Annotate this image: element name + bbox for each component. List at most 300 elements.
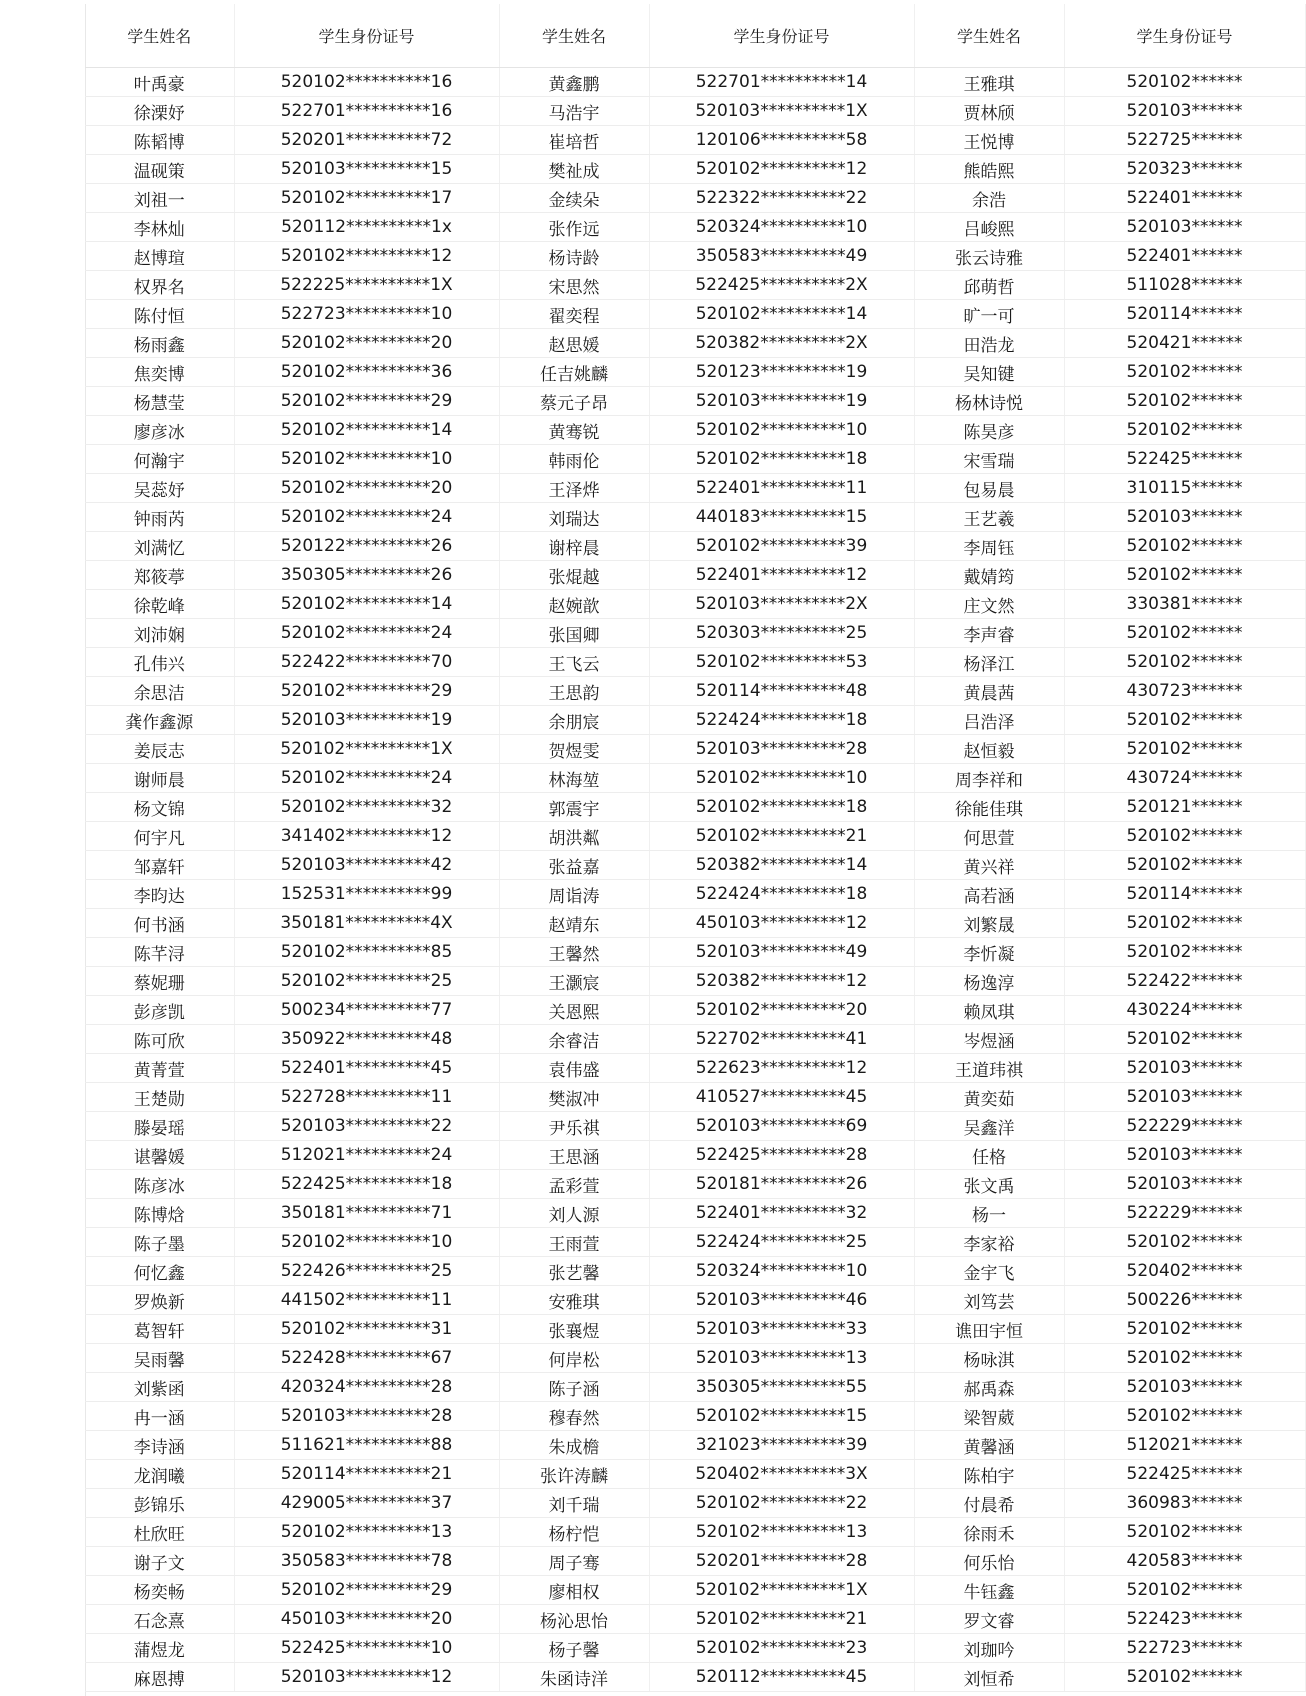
student-name-cell: 杨雨鑫 — [85, 329, 234, 358]
student-id-cell: 520324**********10 — [649, 213, 914, 242]
student-name-cell: 张作远 — [499, 213, 649, 242]
student-name-cell: 李周钰 — [914, 532, 1064, 561]
student-id-cell: 520102****** — [1064, 648, 1305, 677]
student-name-cell: 林海堃 — [499, 764, 649, 793]
student-name-cell: 赵恒毅 — [914, 735, 1064, 764]
student-id-cell: 520102****** — [1064, 68, 1305, 97]
student-id-cell: 520102**********20 — [234, 474, 499, 503]
student-id-cell: 520102****** — [1064, 938, 1305, 967]
student-id-cell: 360983****** — [1064, 1489, 1305, 1518]
student-id-cell: 520102**********13 — [234, 1518, 499, 1547]
student-id-cell: 350305**********55 — [649, 1373, 914, 1402]
student-id-cell: 520103****** — [1064, 97, 1305, 126]
student-id-cell: 522425**********10 — [234, 1634, 499, 1663]
student-id-cell: 520102****** — [1064, 1576, 1305, 1605]
student-id-cell: 520382**********2X — [649, 329, 914, 358]
student-id-cell: 520114**********21 — [234, 1460, 499, 1489]
student-id-cell: 520103**********15 — [234, 155, 499, 184]
student-id-cell: 520102**********36 — [234, 358, 499, 387]
student-name-cell: 王思韵 — [499, 677, 649, 706]
student-id-cell: 520102**********29 — [234, 387, 499, 416]
table-row — [85, 793, 1305, 822]
student-id-cell: 522702**********41 — [649, 1025, 914, 1054]
student-id-cell: 520102**********29 — [234, 1576, 499, 1605]
student-name-cell: 谢梓晨 — [499, 532, 649, 561]
student-name-cell: 张襄煜 — [499, 1315, 649, 1344]
student-name-cell: 胡洪粼 — [499, 822, 649, 851]
table-row — [85, 271, 1305, 300]
student-id-cell: 520103****** — [1064, 1083, 1305, 1112]
student-name-cell: 刘祖一 — [85, 184, 234, 213]
student-name-cell: 刘繁晟 — [914, 909, 1064, 938]
student-id-cell: 520402**********3X — [649, 1460, 914, 1489]
table-row — [85, 967, 1305, 996]
student-id-cell: 120106**********58 — [649, 126, 914, 155]
student-id-cell: 450103**********20 — [234, 1605, 499, 1634]
student-name-cell: 何岸松 — [499, 1344, 649, 1373]
student-id-cell: 522422****** — [1064, 967, 1305, 996]
student-name-cell: 杨咏淇 — [914, 1344, 1064, 1373]
table-row — [85, 1663, 1305, 1692]
student-id-cell: 350181**********71 — [234, 1199, 499, 1228]
student-name-cell: 蒲煜龙 — [85, 1634, 234, 1663]
student-name-cell: 尹乐祺 — [499, 1112, 649, 1141]
student-name-cell: 吕浩泽 — [914, 706, 1064, 735]
student-id-cell: 511028****** — [1064, 271, 1305, 300]
student-name-cell: 黄晨茜 — [914, 677, 1064, 706]
student-name-cell: 谯田宇恒 — [914, 1315, 1064, 1344]
student-name-cell: 陈韬博 — [85, 126, 234, 155]
student-name-cell: 杨慧莹 — [85, 387, 234, 416]
student-name-cell: 张许涛麟 — [499, 1460, 649, 1489]
student-id-cell: 520123**********19 — [649, 358, 914, 387]
student-name-cell: 刘恒希 — [914, 1663, 1064, 1692]
student-id-cell: 522425**********28 — [649, 1141, 914, 1170]
student-name-cell: 陈芊浔 — [85, 938, 234, 967]
table-row — [85, 387, 1305, 416]
table-row — [85, 851, 1305, 880]
table-row — [85, 648, 1305, 677]
student-name-cell: 张国卿 — [499, 619, 649, 648]
student-name-cell: 梁智葳 — [914, 1402, 1064, 1431]
student-name-cell: 孔伟兴 — [85, 648, 234, 677]
student-id-cell: 520102**********18 — [649, 445, 914, 474]
table-row — [85, 300, 1305, 329]
student-name-cell: 李家裕 — [914, 1228, 1064, 1257]
student-name-cell: 金续朵 — [499, 184, 649, 213]
student-name-cell: 杨泽江 — [914, 648, 1064, 677]
student-id-cell: 520102****** — [1064, 387, 1305, 416]
student-name-cell: 滕晏瑶 — [85, 1112, 234, 1141]
student-name-cell: 张艺馨 — [499, 1257, 649, 1286]
student-name-cell: 王雨萱 — [499, 1228, 649, 1257]
student-name-cell: 黄骞锐 — [499, 416, 649, 445]
student-id-cell: 520103**********2X — [649, 590, 914, 619]
student-name-cell: 邱萌哲 — [914, 271, 1064, 300]
student-id-cell: 520102**********20 — [234, 329, 499, 358]
student-name-cell: 姜辰志 — [85, 735, 234, 764]
student-id-cell: 520102**********29 — [234, 677, 499, 706]
student-name-cell: 陈博焓 — [85, 1199, 234, 1228]
student-id-cell: 520102****** — [1064, 561, 1305, 590]
student-id-cell: 522401**********11 — [649, 474, 914, 503]
student-name-cell: 钟雨芮 — [85, 503, 234, 532]
student-name-cell: 彭彦凯 — [85, 996, 234, 1025]
student-id-cell: 330381****** — [1064, 590, 1305, 619]
table-row — [85, 1286, 1305, 1315]
student-name-cell: 旷一可 — [914, 300, 1064, 329]
table-row — [85, 503, 1305, 532]
student-id-cell: 520103**********49 — [649, 938, 914, 967]
student-name-cell: 高若涵 — [914, 880, 1064, 909]
table-row — [85, 619, 1305, 648]
student-id-cell: 520103**********19 — [234, 706, 499, 735]
student-id-cell: 520102**********22 — [649, 1489, 914, 1518]
student-id-cell: 410527**********45 — [649, 1083, 914, 1112]
student-name-cell: 吴知键 — [914, 358, 1064, 387]
student-name-cell: 宋思然 — [499, 271, 649, 300]
student-name-cell: 王馨然 — [499, 938, 649, 967]
student-name-cell: 黄兴祥 — [914, 851, 1064, 880]
student-name-cell: 龚作鑫源 — [85, 706, 234, 735]
student-name-cell: 吴鑫洋 — [914, 1112, 1064, 1141]
student-name-cell: 罗文睿 — [914, 1605, 1064, 1634]
student-name-cell: 黄鑫鹏 — [499, 68, 649, 97]
student-id-cell: 520102**********21 — [649, 1605, 914, 1634]
student-name-cell: 贺煜雯 — [499, 735, 649, 764]
student-id-cell: 520102**********31 — [234, 1315, 499, 1344]
student-id-cell: 520102****** — [1064, 735, 1305, 764]
student-name-cell: 杨诗龄 — [499, 242, 649, 271]
student-id-cell: 522401**********12 — [649, 561, 914, 590]
student-id-cell: 520103**********42 — [234, 851, 499, 880]
student-id-cell: 522428**********67 — [234, 1344, 499, 1373]
table-row — [85, 1344, 1305, 1373]
student-id-cell: 350583**********49 — [649, 242, 914, 271]
student-id-cell: 511621**********88 — [234, 1431, 499, 1460]
student-name-cell: 陈柏宇 — [914, 1460, 1064, 1489]
student-name-cell: 牛钰鑫 — [914, 1576, 1064, 1605]
student-name-cell: 包易晨 — [914, 474, 1064, 503]
student-id-cell: 522424**********25 — [649, 1228, 914, 1257]
table-row — [85, 764, 1305, 793]
table-row — [85, 242, 1305, 271]
student-name-cell: 冉一涵 — [85, 1402, 234, 1431]
table-row — [85, 1605, 1305, 1634]
table-row — [85, 474, 1305, 503]
student-id-cell: 341402**********12 — [234, 822, 499, 851]
student-name-cell: 刘沛娴 — [85, 619, 234, 648]
student-id-cell: 350305**********26 — [234, 561, 499, 590]
table-row — [85, 445, 1305, 474]
student-name-cell: 余思洁 — [85, 677, 234, 706]
student-name-cell: 杨奕畅 — [85, 1576, 234, 1605]
student-name-cell: 刘紫函 — [85, 1373, 234, 1402]
student-id-cell: 520303**********25 — [649, 619, 914, 648]
student-id-cell: 520112**********1x — [234, 213, 499, 242]
student-name-cell: 余睿洁 — [499, 1025, 649, 1054]
student-id-cell: 520102****** — [1064, 416, 1305, 445]
student-id-cell: 520102****** — [1064, 822, 1305, 851]
student-id-table — [85, 4, 1306, 1692]
student-name-cell: 孟彩萱 — [499, 1170, 649, 1199]
student-id-cell: 520102****** — [1064, 532, 1305, 561]
student-id-cell: 522425**********18 — [234, 1170, 499, 1199]
student-name-cell: 黄馨涵 — [914, 1431, 1064, 1460]
student-name-cell: 陈彦冰 — [85, 1170, 234, 1199]
student-name-cell: 徐雨禾 — [914, 1518, 1064, 1547]
student-name-cell: 王飞云 — [499, 648, 649, 677]
student-id-cell: 520102**********10 — [649, 764, 914, 793]
student-name-cell: 张文禹 — [914, 1170, 1064, 1199]
student-id-cell: 520102****** — [1064, 1402, 1305, 1431]
student-id-cell: 520102**********14 — [234, 590, 499, 619]
student-name-cell: 关恩熙 — [499, 996, 649, 1025]
student-name-cell: 郝禹森 — [914, 1373, 1064, 1402]
student-id-cell: 520102**********20 — [649, 996, 914, 1025]
student-id-cell: 310115****** — [1064, 474, 1305, 503]
student-name-cell: 庄文然 — [914, 590, 1064, 619]
table-row — [85, 1112, 1305, 1141]
student-name-cell: 任格 — [914, 1141, 1064, 1170]
student-id-cell: 520421****** — [1064, 329, 1305, 358]
student-id-cell: 520102**********12 — [649, 155, 914, 184]
student-id-cell: 520103**********28 — [649, 735, 914, 764]
student-name-cell: 赵思媛 — [499, 329, 649, 358]
student-name-cell: 宋雪瑞 — [914, 445, 1064, 474]
header-student-id: 学生身份证号 — [649, 4, 914, 68]
student-id-cell: 520103**********19 — [649, 387, 914, 416]
student-name-cell: 付晨希 — [914, 1489, 1064, 1518]
student-id-cell: 520102**********10 — [649, 416, 914, 445]
header-student-id: 学生身份证号 — [1064, 4, 1305, 68]
student-id-cell: 520102**********25 — [234, 967, 499, 996]
student-id-cell: 520102****** — [1064, 1518, 1305, 1547]
table-row — [85, 1228, 1305, 1257]
student-id-cell: 520114****** — [1064, 880, 1305, 909]
table-row — [85, 735, 1305, 764]
student-name-cell: 何宇凡 — [85, 822, 234, 851]
table-row — [85, 996, 1305, 1025]
student-name-cell: 徐乾峰 — [85, 590, 234, 619]
student-id-cell: 520102**********24 — [234, 503, 499, 532]
table-row — [85, 1373, 1305, 1402]
student-name-cell: 徐能佳琪 — [914, 793, 1064, 822]
table-row — [85, 1199, 1305, 1228]
table-row — [85, 561, 1305, 590]
student-name-cell: 罗焕新 — [85, 1286, 234, 1315]
student-name-cell: 余浩 — [914, 184, 1064, 213]
student-id-cell: 520102****** — [1064, 706, 1305, 735]
student-id-cell: 522401****** — [1064, 184, 1305, 213]
student-id-cell: 430724****** — [1064, 764, 1305, 793]
student-name-cell: 任吉姚麟 — [499, 358, 649, 387]
student-name-cell: 李忻凝 — [914, 938, 1064, 967]
student-id-cell: 520102**********1X — [649, 1576, 914, 1605]
student-id-cell: 520102**********24 — [234, 619, 499, 648]
student-id-cell: 520103****** — [1064, 1054, 1305, 1083]
student-id-cell: 520382**********14 — [649, 851, 914, 880]
student-id-cell: 520103**********46 — [649, 1286, 914, 1315]
student-name-cell: 穆春然 — [499, 1402, 649, 1431]
student-name-cell: 王悦博 — [914, 126, 1064, 155]
header-student-name: 学生姓名 — [499, 4, 649, 68]
table-row — [85, 1547, 1305, 1576]
student-name-cell: 安雅琪 — [499, 1286, 649, 1315]
student-name-cell: 翟奕程 — [499, 300, 649, 329]
student-id-cell: 520102**********23 — [649, 1634, 914, 1663]
table-row — [85, 1083, 1305, 1112]
student-id-cell: 520102**********53 — [649, 648, 914, 677]
student-id-cell: 522701**********16 — [234, 97, 499, 126]
student-id-cell: 520114****** — [1064, 300, 1305, 329]
student-name-cell: 赖凤琪 — [914, 996, 1064, 1025]
student-id-cell: 520102**********13 — [649, 1518, 914, 1547]
table-row — [85, 155, 1305, 184]
student-name-cell: 刘瑞达 — [499, 503, 649, 532]
student-name-cell: 权界名 — [85, 271, 234, 300]
student-id-cell: 500234**********77 — [234, 996, 499, 1025]
header-student-name: 学生姓名 — [914, 4, 1064, 68]
student-id-cell: 520102**********24 — [234, 764, 499, 793]
student-id-cell: 520103**********1X — [649, 97, 914, 126]
header-row — [85, 4, 1305, 68]
table-row — [85, 1634, 1305, 1663]
student-id-cell: 520102****** — [1064, 909, 1305, 938]
student-id-cell: 520102**********14 — [649, 300, 914, 329]
student-name-cell: 何瀚宇 — [85, 445, 234, 474]
student-id-cell: 520102****** — [1064, 1344, 1305, 1373]
table-row — [85, 126, 1305, 155]
student-name-cell: 赵靖东 — [499, 909, 649, 938]
student-name-cell: 杨一 — [914, 1199, 1064, 1228]
student-id-cell: 520103**********69 — [649, 1112, 914, 1141]
student-name-cell: 焦奕博 — [85, 358, 234, 387]
student-id-cell: 420583****** — [1064, 1547, 1305, 1576]
student-name-cell: 岑煜涵 — [914, 1025, 1064, 1054]
student-name-cell: 王艺羲 — [914, 503, 1064, 532]
table-row — [85, 1518, 1305, 1547]
student-id-cell: 522723**********10 — [234, 300, 499, 329]
student-name-cell: 李昀达 — [85, 880, 234, 909]
student-id-cell: 522422**********70 — [234, 648, 499, 677]
student-id-cell: 520103****** — [1064, 1141, 1305, 1170]
student-name-cell: 陈付恒 — [85, 300, 234, 329]
student-name-cell: 何乐怡 — [914, 1547, 1064, 1576]
student-id-cell: 520102**********1X — [234, 735, 499, 764]
student-id-cell: 522229****** — [1064, 1112, 1305, 1141]
student-id-cell: 520102****** — [1064, 1315, 1305, 1344]
student-name-cell: 赵婉歆 — [499, 590, 649, 619]
student-id-cell: 520102**********10 — [234, 1228, 499, 1257]
student-name-cell: 蔡妮珊 — [85, 967, 234, 996]
student-id-cell: 520102****** — [1064, 851, 1305, 880]
student-id-cell: 522401**********45 — [234, 1054, 499, 1083]
student-id-cell: 520102****** — [1064, 1025, 1305, 1054]
student-id-cell: 522701**********14 — [649, 68, 914, 97]
student-id-cell: 520102**********15 — [649, 1402, 914, 1431]
student-id-cell: 522426**********25 — [234, 1257, 499, 1286]
student-name-cell: 杨林诗悦 — [914, 387, 1064, 416]
table-row — [85, 1460, 1305, 1489]
student-name-cell: 朱成檐 — [499, 1431, 649, 1460]
table-row — [85, 358, 1305, 387]
student-name-cell: 杜欣旺 — [85, 1518, 234, 1547]
student-id-cell: 522425****** — [1064, 1460, 1305, 1489]
student-name-cell: 黄奕茹 — [914, 1083, 1064, 1112]
student-name-cell: 葛智轩 — [85, 1315, 234, 1344]
table-row — [85, 1054, 1305, 1083]
student-id-cell: 520121****** — [1064, 793, 1305, 822]
table-row — [85, 677, 1305, 706]
student-id-cell: 520103****** — [1064, 503, 1305, 532]
student-name-cell: 王灏宸 — [499, 967, 649, 996]
student-name-cell: 麻恩搏 — [85, 1663, 234, 1692]
table-row — [85, 1431, 1305, 1460]
table-row — [85, 68, 1305, 97]
student-id-cell: 522401****** — [1064, 242, 1305, 271]
student-id-cell: 520102**********10 — [234, 445, 499, 474]
student-id-cell: 430224****** — [1064, 996, 1305, 1025]
student-id-cell: 520102**********18 — [649, 793, 914, 822]
student-name-cell: 杨逸淳 — [914, 967, 1064, 996]
student-name-cell: 杨子馨 — [499, 1634, 649, 1663]
student-id-cell: 520112**********45 — [649, 1663, 914, 1692]
student-name-cell: 王楚勋 — [85, 1083, 234, 1112]
student-name-cell: 蔡元子昂 — [499, 387, 649, 416]
student-id-cell: 420324**********28 — [234, 1373, 499, 1402]
student-name-cell: 黄菁萱 — [85, 1054, 234, 1083]
student-id-cell: 520102**********17 — [234, 184, 499, 213]
student-name-cell: 樊祉成 — [499, 155, 649, 184]
student-id-cell: 522401**********32 — [649, 1199, 914, 1228]
student-id-cell: 522225**********1X — [234, 271, 499, 300]
student-id-cell: 522424**********18 — [649, 706, 914, 735]
student-name-cell: 周子骞 — [499, 1547, 649, 1576]
student-id-cell: 522425****** — [1064, 445, 1305, 474]
student-id-cell: 430723****** — [1064, 677, 1305, 706]
student-id-cell: 520103****** — [1064, 213, 1305, 242]
table-row — [85, 1170, 1305, 1199]
student-name-cell: 张焜越 — [499, 561, 649, 590]
student-name-cell: 李诗涵 — [85, 1431, 234, 1460]
student-name-cell: 谢子文 — [85, 1547, 234, 1576]
student-name-cell: 石念熹 — [85, 1605, 234, 1634]
table-row — [85, 329, 1305, 358]
table-row — [85, 706, 1305, 735]
student-name-cell: 李林灿 — [85, 213, 234, 242]
student-name-cell: 田浩龙 — [914, 329, 1064, 358]
student-name-cell: 马浩宇 — [499, 97, 649, 126]
student-name-cell: 王道玮祺 — [914, 1054, 1064, 1083]
student-name-cell: 刘满忆 — [85, 532, 234, 561]
table-row — [85, 938, 1305, 967]
student-id-cell: 441502**********11 — [234, 1286, 499, 1315]
student-id-cell: 520102****** — [1064, 619, 1305, 648]
student-name-cell: 吕峻熙 — [914, 213, 1064, 242]
student-id-cell: 520102**********16 — [234, 68, 499, 97]
student-id-cell: 522424**********18 — [649, 880, 914, 909]
table-row — [85, 822, 1305, 851]
student-name-cell: 贾林颀 — [914, 97, 1064, 126]
table-row — [85, 416, 1305, 445]
table-row — [85, 1141, 1305, 1170]
student-name-cell: 刘人源 — [499, 1199, 649, 1228]
student-id-cell: 350583**********78 — [234, 1547, 499, 1576]
student-id-cell: 350181**********4X — [234, 909, 499, 938]
table-row — [85, 97, 1305, 126]
student-name-cell: 刘千瑞 — [499, 1489, 649, 1518]
